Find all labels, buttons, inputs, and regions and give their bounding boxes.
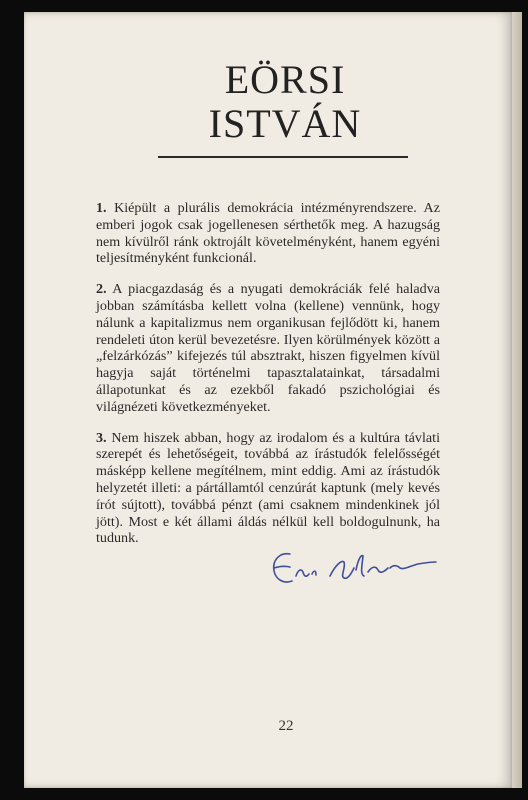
paragraph-number: 3. (96, 429, 107, 446)
author-name-line-1: EÖRSI (224, 57, 346, 102)
answers-text (96, 200, 440, 561)
paragraph-text: Nem hiszek abban, hogy az irodalom és a kultúra távlati szerepét és lehetőségeit, továbbá az írástudók felelősségét másképp kellene megítélnem, mint eddig. Ami az írástudók helyzetét illeti: a pártállamtól cenzúrát kaptunk (mely kevés írót sújtott), továbbá pénzt (ami csaknem mindenkinek jól jött). Most e két állami áldás nélkül kell boldogulnunk, ha tudunk. (96, 429, 440, 547)
page-number: 22 (278, 718, 294, 734)
paragraph-text: A piacgazdaság és a nyugati demokráciák felé haladva jobban számításba kellett volna (kellene) vennünk, hogy nálunk a kapitalizmus nem organikusan fejlődött ki, hanem rendeleti úton kerül bevezetésre. Ilyen körülmények között a „felzárkózás” kifejezés túl absztrakt, hiszen figyelmen kívül hagyja saját történelmi tapasztalatainkat, társadalmi állapotunkat és az ezekből fakadó pszichológiai és világnézeti következményeket. (96, 281, 440, 415)
handwritten-signature (268, 546, 443, 591)
author-name (150, 58, 420, 146)
paragraph-3 (96, 430, 440, 548)
paragraph-number: 1. (96, 200, 107, 216)
paragraph-1 (96, 200, 440, 267)
title-divider (158, 156, 408, 158)
paragraph-2 (96, 281, 440, 415)
paragraph-text: Kiépült a plurális demokrácia intézményrendszere. Az emberi jogok csak jogellenesen sérthetők meg. A hazugság nem kívülről ránk oktrojált követelményként, hanem egyéni teljesítményként funkcionál. (96, 200, 440, 267)
page-edge (512, 12, 522, 788)
paragraph-number: 2. (96, 281, 107, 298)
author-name-line-2: ISTVÁN (208, 101, 362, 146)
